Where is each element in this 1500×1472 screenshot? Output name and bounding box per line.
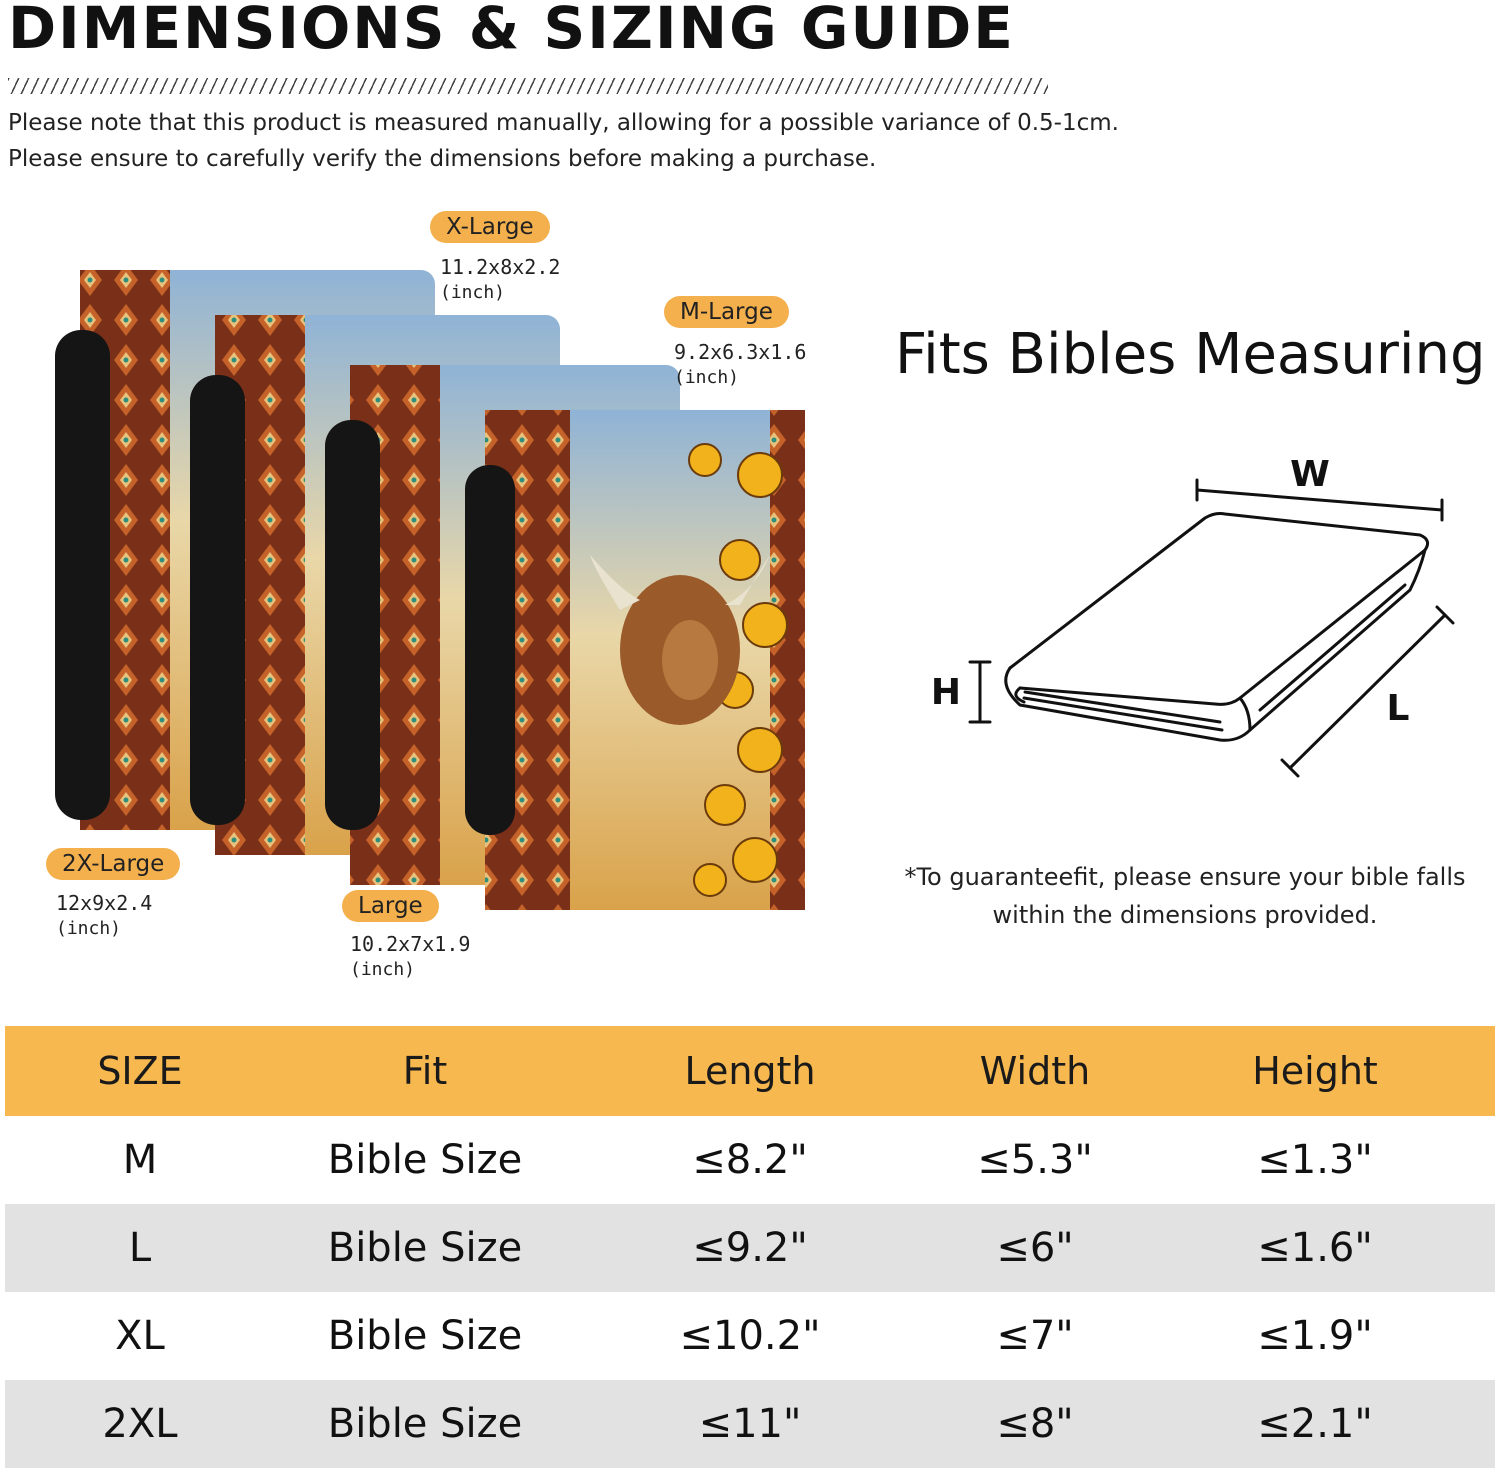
cell-width: ≤8" xyxy=(996,1401,1074,1447)
size-dims-x-large xyxy=(440,254,560,306)
cell-size: L xyxy=(128,1225,152,1271)
cell-width: ≤6" xyxy=(996,1225,1074,1271)
unit-text: (inch) xyxy=(350,959,416,980)
cell-size: XL xyxy=(115,1313,165,1359)
header-width: Width xyxy=(979,1049,1091,1093)
cell-width: ≤7" xyxy=(996,1313,1074,1359)
fits-title: Fits Bibles Measuring xyxy=(895,322,1486,387)
cell-width: ≤5.3" xyxy=(977,1137,1093,1183)
cell-length: ≤8.2" xyxy=(692,1137,808,1183)
guarantee-note xyxy=(880,858,1490,934)
header-length: Length xyxy=(684,1049,816,1093)
cover-m xyxy=(485,410,805,910)
cell-height: ≤1.6" xyxy=(1257,1225,1373,1271)
table-header xyxy=(5,1026,1495,1116)
size-dims-m-large xyxy=(674,339,806,391)
size-table xyxy=(5,1026,1495,1468)
cell-fit: Bible Size xyxy=(327,1401,523,1447)
size-dims-2x-large xyxy=(56,890,152,942)
dims-text: 12x9x2.4 xyxy=(56,891,153,915)
table-row xyxy=(5,1116,1495,1204)
header-height: Height xyxy=(1252,1049,1378,1093)
l-label: L xyxy=(1386,688,1410,729)
table-row xyxy=(5,1204,1495,1292)
cell-size: M xyxy=(122,1137,158,1183)
page-title: DIMENSIONS & SIZING GUIDE xyxy=(8,0,1015,62)
size-badge-x-large: X-Large xyxy=(430,211,550,243)
header-fit: Fit xyxy=(402,1049,448,1093)
w-label: W xyxy=(1290,454,1330,495)
unit-text: (inch) xyxy=(56,918,122,939)
cell-height: ≤1.9" xyxy=(1257,1313,1373,1359)
guarantee-line-2: within the dimensions provided. xyxy=(992,901,1378,929)
unit-text: (inch) xyxy=(440,282,506,303)
size-badge-2x-large: 2X-Large xyxy=(46,848,180,880)
cell-fit: Bible Size xyxy=(327,1225,523,1271)
cell-fit: Bible Size xyxy=(327,1137,523,1183)
size-badge-m-large: M-Large xyxy=(664,296,789,328)
guarantee-line-1: *To guaranteefit, please ensure your bible falls xyxy=(904,863,1466,891)
hatch-divider xyxy=(8,78,1048,94)
verify-note: Please ensure to carefully verify the dimensions before making a purchase. xyxy=(8,146,877,172)
measurement-note: Please note that this product is measured manually, allowing for a possible variance of 0.5-1cm. xyxy=(8,110,1119,136)
cell-length: ≤9.2" xyxy=(692,1225,808,1271)
cell-fit: Bible Size xyxy=(327,1313,523,1359)
dims-text: 11.2x8x2.2 xyxy=(440,255,561,279)
unit-text: (inch) xyxy=(674,367,740,388)
size-dims-large xyxy=(350,931,470,983)
cell-height: ≤2.1" xyxy=(1257,1401,1373,1447)
table-row xyxy=(5,1380,1495,1468)
h-label: H xyxy=(930,672,962,713)
cell-height: ≤1.3" xyxy=(1257,1137,1373,1183)
size-badge-large: Large xyxy=(342,890,439,922)
cell-size: 2XL xyxy=(102,1401,178,1447)
cell-length: ≤10.2" xyxy=(679,1313,821,1359)
header-size: SIZE xyxy=(97,1049,183,1093)
book-dimension-diagram xyxy=(920,440,1480,800)
dims-text: 9.2x6.3x1.6 xyxy=(674,340,807,364)
table-row xyxy=(5,1292,1495,1380)
dims-text: 10.2x7x1.9 xyxy=(350,932,471,956)
cell-length: ≤11" xyxy=(698,1401,802,1447)
